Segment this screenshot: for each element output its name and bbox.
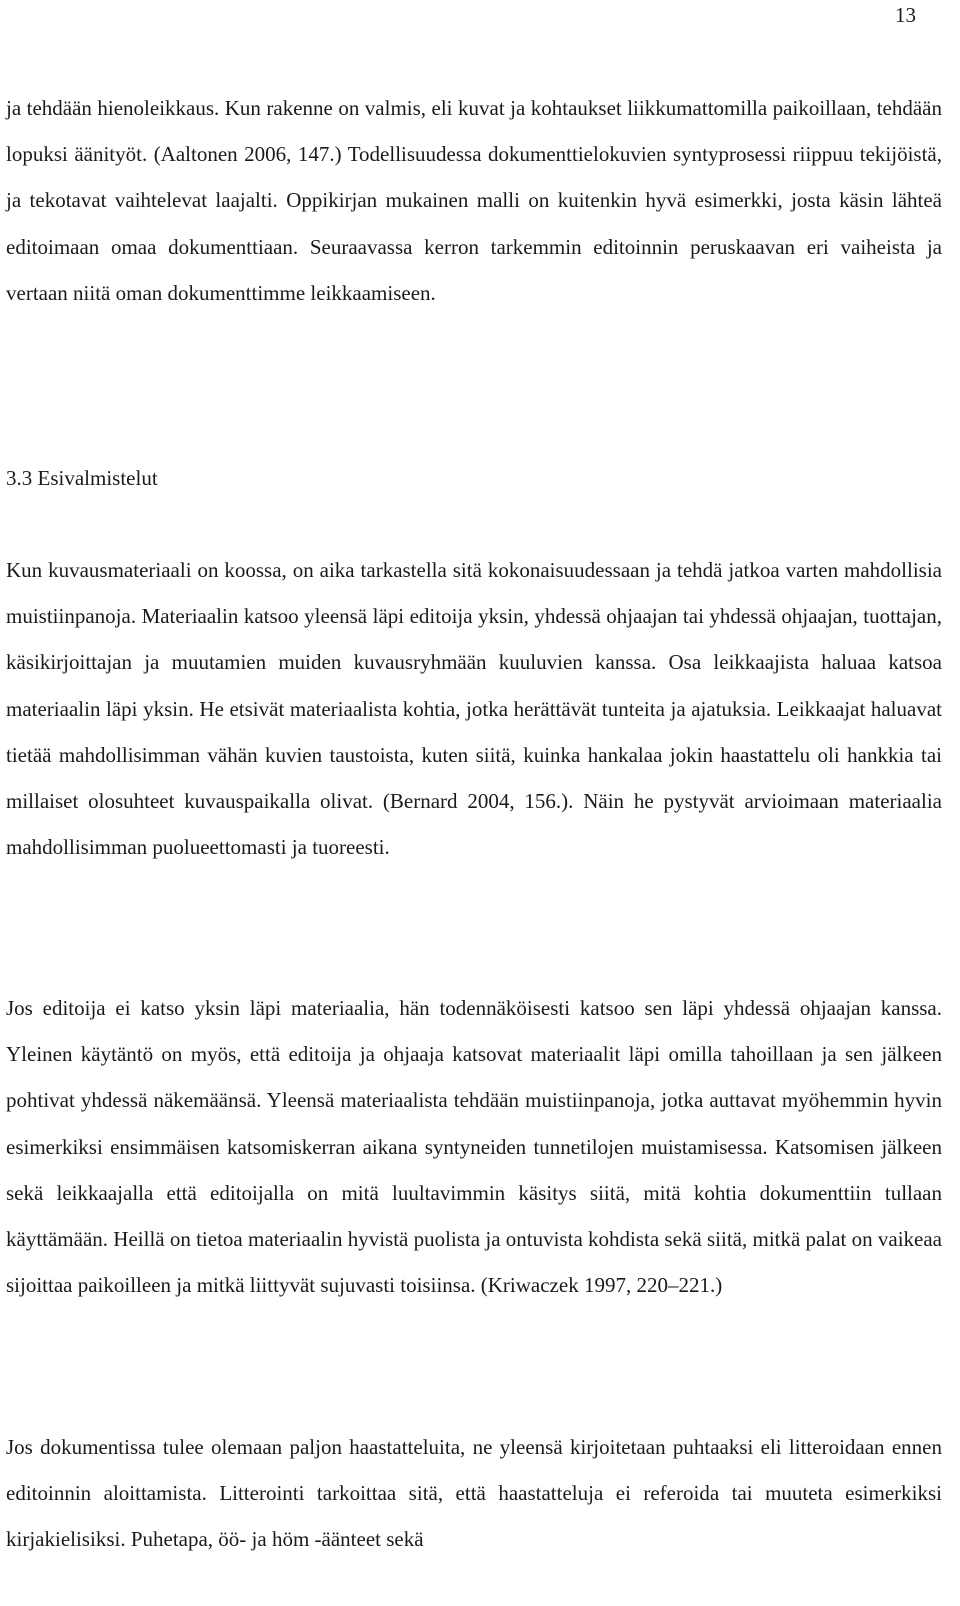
paragraph-1 [6, 85, 942, 316]
paragraph-2 [6, 547, 942, 870]
page-number: 13 [895, 3, 916, 27]
paragraph-text: Jos dokumentissa tulee olemaan paljon haastatteluita, ne yleensä kirjoitetaan puhtaaksi eli litteroidaan ennen editoinnin aloittamista. Litterointi tarkoittaa sitä, että haastatteluja ei referoida tai muuteta esimerkiksi kirjakielisiksi. Puhetapa, öö- ja höm -äänteet sekä [6, 1435, 942, 1552]
paragraph-text: Kun kuvausmateriaali on koossa, on aika tarkastella sitä kokonaisuudessaan ja tehdä jatkoa varten mahdollisia muistiinpanoja. Materiaalin katsoo yleensä läpi editoija yksin, yhdessä ohjaajan tai yhdessä ohjaajan, tuottajan, käsikirjoittajan ja muutamien muiden kuvausryhmään kuuluvien kanssa. Osa leikkaajista haluaa katsoa materiaalin läpi yksin. He etsivät materiaalista kohtia, jotka herättävät tunteita ja ajatuksia. Leikkaajat haluavat tietää mahdollisimman vähän kuvien taustoista, kuten siitä, kuinka hankalaa jokin haastattelu oli hankkia tai millaiset olosuhteet kuvauspaikalla olivat. (Bernard 2004, 156.). Näin he pystyvät arvioimaan materiaalia mahdollisimman puolueettomasti ja tuoreesti. [6, 558, 942, 860]
paragraph-3 [6, 985, 942, 1308]
paragraph-4 [6, 1424, 942, 1563]
section-heading: 3.3 Esivalmistelut [6, 466, 158, 490]
paragraph-text: ja tehdään hienoleikkaus. Kun rakenne on valmis, eli kuvat ja kohtaukset liikkumattomilla paikoillaan, tehdään lopuksi äänityöt. (Aaltonen 2006, 147.) Todellisuudessa dokumenttielokuvien syntyprosessi riippuu tekijöistä, ja tekotavat vaihtelevat laajalti. Oppikirjan mukainen malli on kuitenkin hyvä esimerkki, josta käsin lähteä editoimaan omaa dokumenttiaan. Seuraavassa kerron tarkemmin editoinnin peruskaavan eri vaiheista ja vertaan niitä oman dokumenttimme leikkaamiseen. [6, 96, 942, 305]
paragraph-text: Jos editoija ei katso yksin läpi materiaalia, hän todennäköisesti katsoo sen läpi yhdessä ohjaajan kanssa. Yleinen käytäntö on myös, että editoija ja ohjaaja katsovat materiaalit läpi omilla tahoillaan ja sen jälkeen pohtivat yhdessä näkemäänsä. Yleensä materiaalista tehdään muistiinpanoja, jotka auttavat myöhemmin hyvin esimerkiksi ensimmäisen katsomiskerran aikana syntyneiden tunnetilojen muistamisessa. Katsomisen jälkeen sekä leikkaajalla että editoijalla on mitä luultavimmin käsitys siitä, mitä kohtia dokumenttiin tullaan käyttämään. Heillä on tietoa materiaalin hyvistä puolista ja ontuvista kohdista sekä siitä, mitkä palat on vaikeaa sijoittaa paikoilleen ja mitkä liittyvät sujuvasti toisiinsa. (Kriwaczek 1997, 220–221.) [6, 996, 942, 1298]
